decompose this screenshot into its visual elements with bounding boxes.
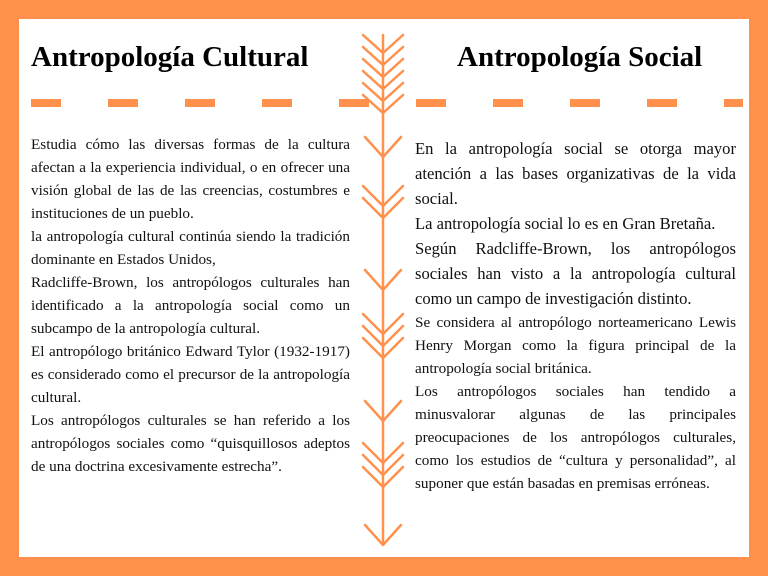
divider-dash <box>416 99 446 107</box>
social-paragraph: En la antropología social se otorga mayor atención a las bases organizativas de la vida social. <box>415 139 736 208</box>
divider-dash <box>570 99 600 107</box>
chevron-arrow-icon <box>353 31 413 551</box>
cultural-paragraph: Los antropólogos culturales se han referido a los antropólogos sociales como “quisquillosos adeptos de una doctrina excesivamente estrecha”. <box>31 412 350 475</box>
social-paragraph: Los antropólogos sociales han tendido a minusvalorar algunas de las principales preocupaciones de los antropólogos culturales, como los estudios de “cultura y personalidad”, al suponer que están basadas en premisas erróneas. <box>415 383 736 492</box>
divider-dash <box>262 99 292 107</box>
cultural-paragraph: Radcliffe-Brown, los antropólogos culturales han identificado a la antropología social como un subcampo de la antropología cultural. <box>31 274 350 337</box>
cultural-column <box>31 133 350 478</box>
divider-dash <box>647 99 677 107</box>
divider-dash <box>493 99 523 107</box>
divider-dash <box>724 99 743 107</box>
cultural-paragraph: la antropología cultural continúa siendo la tradición dominante en Estados Unidos, <box>31 228 350 268</box>
social-paragraph: Según Radcliffe-Brown, los antropólogos sociales han visto a la antropología cultural como un campo de investigación distinto. <box>415 239 736 308</box>
divider-dash <box>108 99 138 107</box>
content-card <box>19 19 749 557</box>
cultural-paragraph: Estudia cómo las diversas formas de la cultura afectan a la experiencia individual, o en ofrecer una visión global de las de las creencias, costumbres e instituciones de un pueblo. <box>31 136 350 222</box>
title-social: Antropología Social <box>457 41 703 73</box>
social-column <box>415 136 736 495</box>
social-paragraph: Se considera al antropólogo norteamericano Lewis Henry Morgan como la figura principal de la antropología social británica. <box>415 314 736 377</box>
social-paragraph: La antropología social lo es en Gran Bretaña. <box>415 214 716 233</box>
divider-dash <box>185 99 215 107</box>
cultural-paragraph: El antropólogo británico Edward Tylor (1932-1917) es considerado como el precursor de la antropología cultural. <box>31 343 350 406</box>
divider-dash <box>31 99 61 107</box>
title-cultural: Antropología Cultural <box>31 41 309 73</box>
